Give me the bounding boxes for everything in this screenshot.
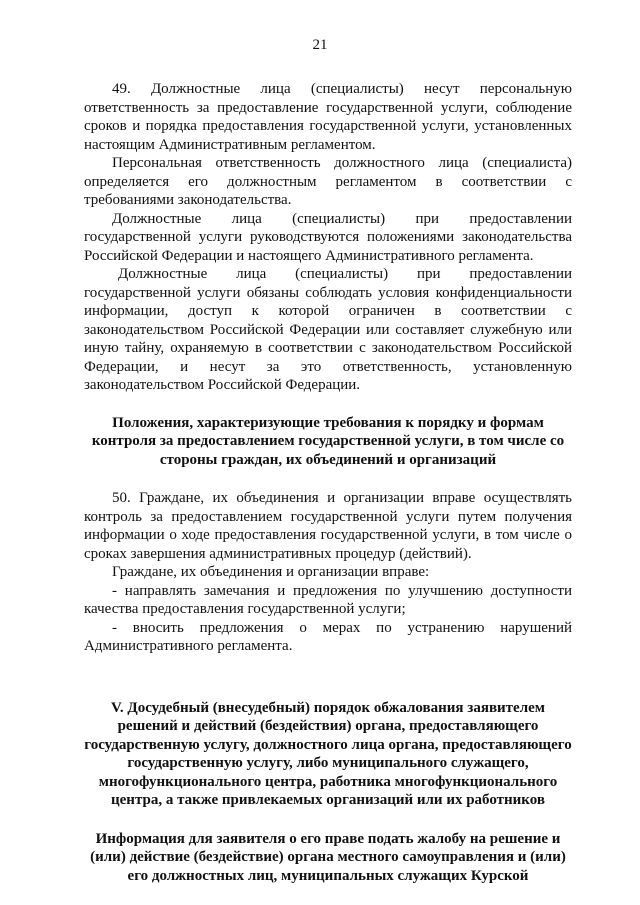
heading-complaint-information: Информация для заявителя о его праве подать жалобу на решение и (или) действие (бездействие) органа местного самоуправления и (или) его должностных лиц, муниципальных служащих Курской (90, 830, 566, 884)
paragraph-personal-responsibility: Персональная ответственность должностного лица (специалиста) определяется его должностным регламентом в соответствии с требованиями законодательства. (84, 155, 572, 208)
paragraph-citizens-rights: Граждане, их объединения и организации вправе: (112, 564, 430, 580)
heading-section-v: V. Досудебный (внесудебный) порядок обжалования заявителем решений и действий (бездействия) органа, предоставляющего государственную услугу, должностного лица органа, предоставляющего государственную услугу, либо муниципального служащего, многофункционального центра, работника многофункционального центра, а также привлекаемых организаций или их работников (84, 699, 572, 808)
paragraph-50: 50. Граждане, их объединения и организации вправе осуществлять контроль за предоставлением государственной услуги путем получения информации о ходе предоставления государственной услуги, в том числе о сроках завершения административных процедур (действий). (84, 490, 572, 562)
paragraph-guided-by-law: Должностные лица (специалисты) при предоставлении государственной услуги руководствуются положениями законодательства Российской Федерации и настоящего Административного регламента. (84, 210, 572, 264)
heading-control-requirements: Положения, характеризующие требования к порядку и формам контроля за предоставлением государственной услуги, в том числе со стороны граждан, их объединений и организаций (91, 414, 565, 468)
document-body (84, 80, 572, 885)
paragraph-49: 49. Должностные лица (специалисты) несут персональную ответственность за предоставление государственной услуги, соблюдение сроков и порядка предоставления государственной услуги, установленных настоящим Административным регламентом. (84, 81, 572, 153)
list-item-remarks: - направлять замечания и предложения по улучшению доступности качества предоставления государственной услуги; (84, 582, 572, 617)
page-number: 21 (312, 37, 328, 53)
list-item-proposals: - вносить предложения о мерах по устранению нарушений Административного регламента. (84, 619, 572, 654)
paragraph-confidentiality: Должностные лица (специалисты) при предоставлении государственной услуги обязаны соблюдать условия конфиденциальности информации, доступ к которой ограничен в соответствии с законодательством Российской Федерации или составляет служебную или иную тайну, охраняемую в соответствии с законодательством Российской Федерации, и несут за это ответственность, установленную законодательством Российской Федерации. (84, 266, 572, 393)
